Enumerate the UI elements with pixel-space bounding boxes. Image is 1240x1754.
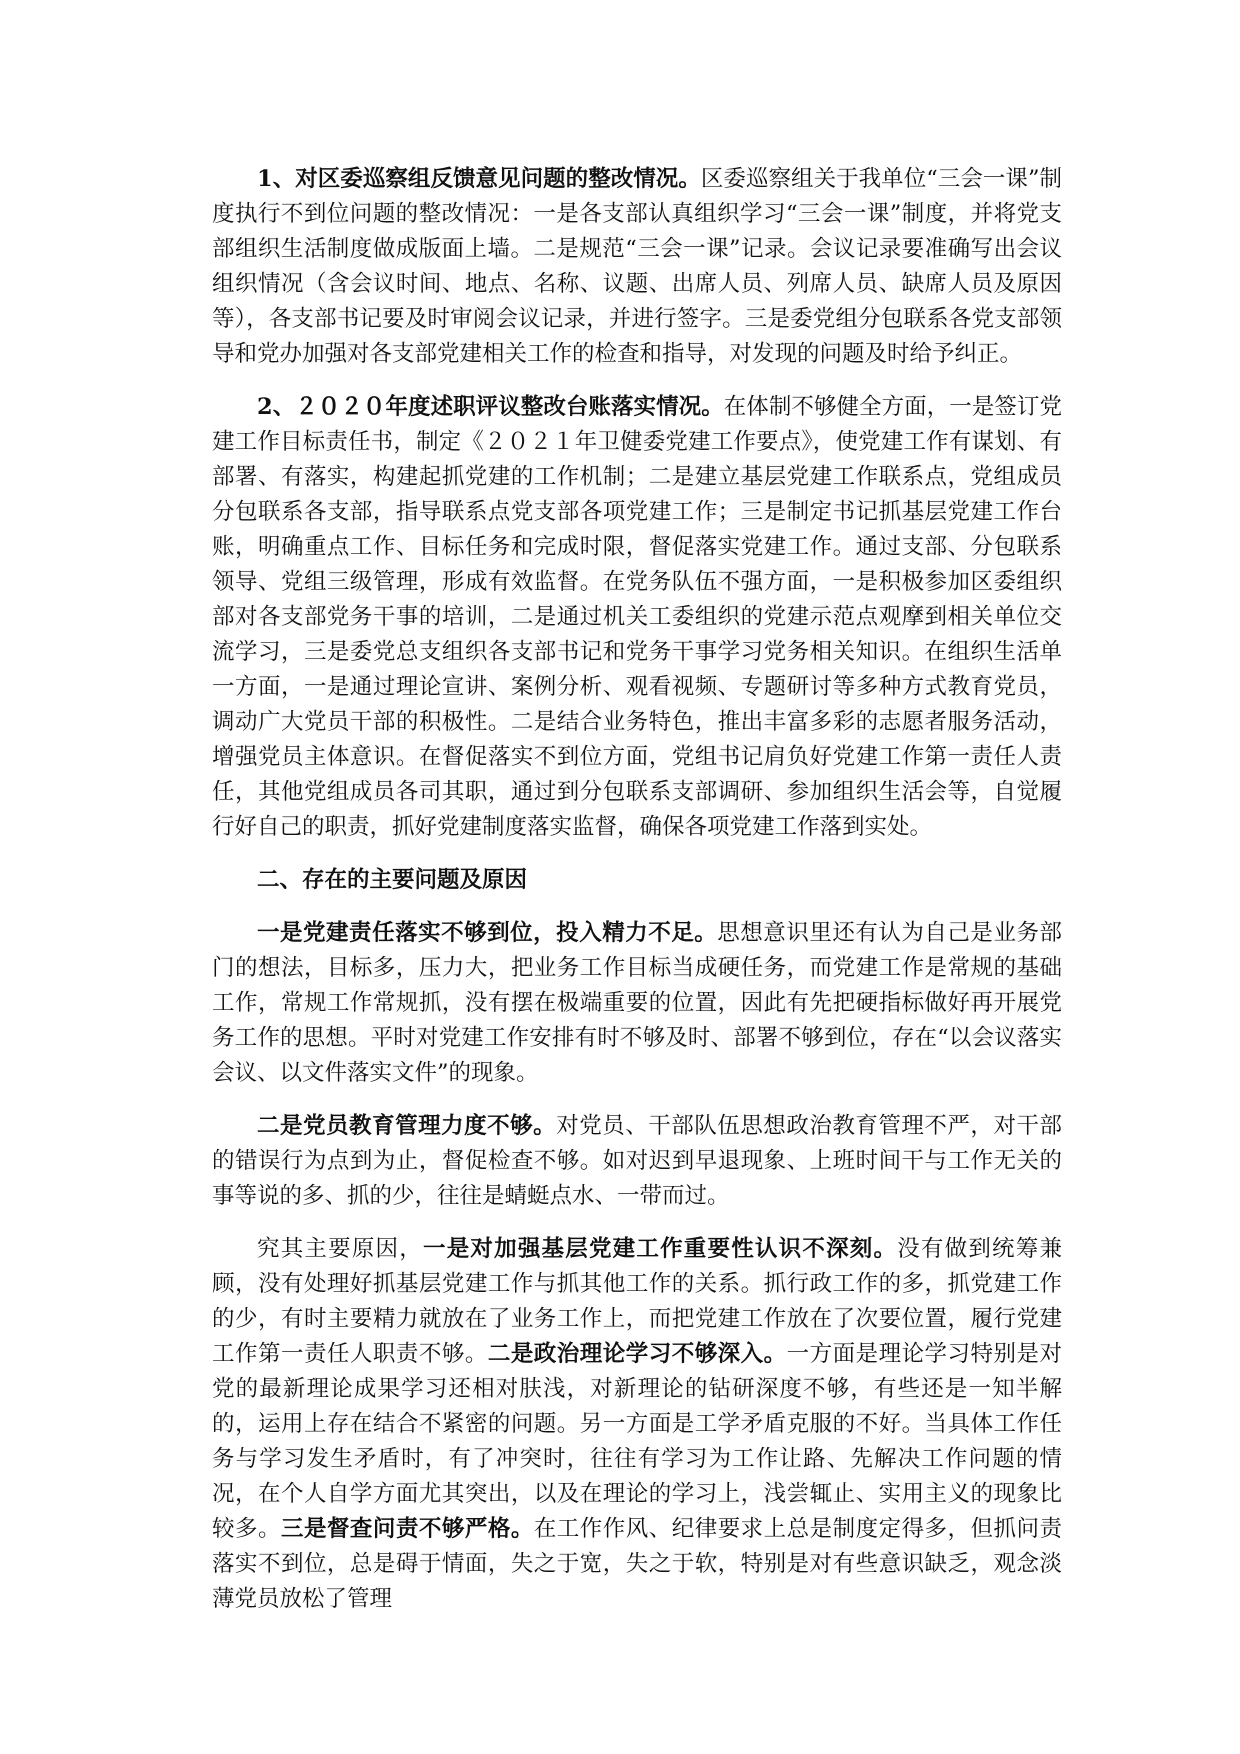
paragraph-lead-bold: 二是党员教育管理力度不够。	[257, 1113, 557, 1139]
section-heading-problems: 二、存在的主要问题及原因	[257, 867, 528, 893]
cause-1-body: 没有做到统筹兼顾，没有处理好抓基层党建工作与抓其他工作的关系。抓行政工作的多，抓党建工作的少，有时主要精力就放在了业务工作上，而把党建工作放在了次要位置，履行党建工作第一责任人职责不够。	[212, 1236, 1062, 1367]
cause-3-bold: 三是督查问责不够严格。	[280, 1516, 534, 1542]
paragraph-lead-bold: 一是党建责任落实不够到位，投入精力不足。	[257, 920, 718, 946]
paragraph-problem-1	[212, 916, 1062, 1091]
document-page	[212, 162, 1062, 1617]
paragraph-lead: 究其主要原因，	[257, 1236, 423, 1262]
cause-1-bold: 一是对加强基层党建工作重要性认识不深刻。	[422, 1236, 898, 1262]
paragraph-rectification-2020	[212, 390, 1062, 845]
paragraph-body: 思想意识里还有认为自己是业务部门的想法，目标多，压力大，把业务工作目标当成硬任务，而党建工作是常规的基础工作，常规工作常规抓，没有摆在极端重要的位置，因此有先把硬指标做好再开展党务工作的思想。平时对党建工作安排有时不够及时、部署不够到位，存在“以会议落实会议、以文件落实文件”的现象。	[212, 920, 1062, 1086]
paragraph-body: 对党员、干部队伍思想政治教育管理不严，对干部的错误行为点到为止，督促检查不够。如对迟到早退现象、上班时间干与工作无关的事等说的多、抓的少，往往是蜻蜓点水、一带而过。	[212, 1113, 1062, 1209]
paragraph-problem-2	[212, 1109, 1062, 1214]
paragraph-body: 区委巡察组关于我单位“三会一课”制度执行不到位问题的整改情况：一是各支部认真组织学习“三会一课”制度，并将党支部组织生活制度做成版面上墙。二是规范“三会一课”记录。会议记录要准确写出会议组织情况（含会议时间、地点、名称、议题、出席人员、列席人员、缺席人员及原因等），各支部书记要及时审阅会议记录，并进行签字。三是委党组分包联系各党支部领导和党办加强对各支部党建相关工作的检查和指导，对发现的问题及时给予纠正。	[212, 166, 1062, 367]
paragraph-causes	[212, 1232, 1062, 1617]
paragraph-lead-bold: 1、对区委巡察组反馈意见问题的整改情况。	[257, 166, 701, 192]
paragraph-rectification-inspection	[212, 162, 1062, 372]
cause-2-body: 一方面是理论学习特别是对党的最新理论成果学习还相对肤浅，对新理论的钻研深度不够，有些还是一知半解的，运用上存在结合不紧密的问题。另一方面是工学矛盾克服的不好。当具体工作任务与学习发生矛盾时，有了冲突时，往往有学习为工作让路、先解决工作问题的情况，在个人自学方面尤其突出，以及在理论的学习上，浅尝辄止、实用主义的现象比较多。	[212, 1341, 1062, 1542]
cause-2-bold: 二是政治理论学习不够深入。	[487, 1341, 787, 1367]
cause-3-body: 在工作作风、纪律要求上总是制度定得多，但抓问责落实不到位，总是碍于情面，失之于宽，失之于软，特别是对有些意识缺乏，观念淡薄党员放松了管理	[212, 1516, 1062, 1612]
paragraph-body: 在体制不够健全方面，一是签订党建工作目标责任书，制定《２０２１年卫健委党建工作要点》，使党建工作有谋划、有部署、有落实，构建起抓党建的工作机制；二是建立基层党建工作联系点，党组成员分包联系各支部，指导联系点党支部各项党建工作；三是制定书记抓基层党建工作台账，明确重点工作、目标任务和完成时限，督促落实党建工作。通过支部、分包联系领导、党组三级管理，形成有效监督。在党务队伍不强方面，一是积极参加区委组织部对各支部党务干事的培训，二是通过机关工委组织的党建示范点观摩到相关单位交流学习，三是委党总支组织各支部书记和党务干事学习党务相关知识。在组织生活单一方面，一是通过理论宣讲、案例分析、观看视频、专题研讨等多种方式教育党员，调动广大党员干部的积极性。二是结合业务特色，推出丰富多彩的志愿者服务活动，增强党员主体意识。在督促落实不到位方面，党组书记肩负好党建工作第一责任人责任，其他党组成员各司其职，通过到分包联系支部调研、参加组织生活会等，自觉履行好自己的职责，抓好党建制度落实监督，确保各项党建工作落到实处。	[212, 394, 1062, 840]
paragraph-lead-bold: 2、２０２０年度述职评议整改台账落实情况。	[257, 394, 724, 420]
